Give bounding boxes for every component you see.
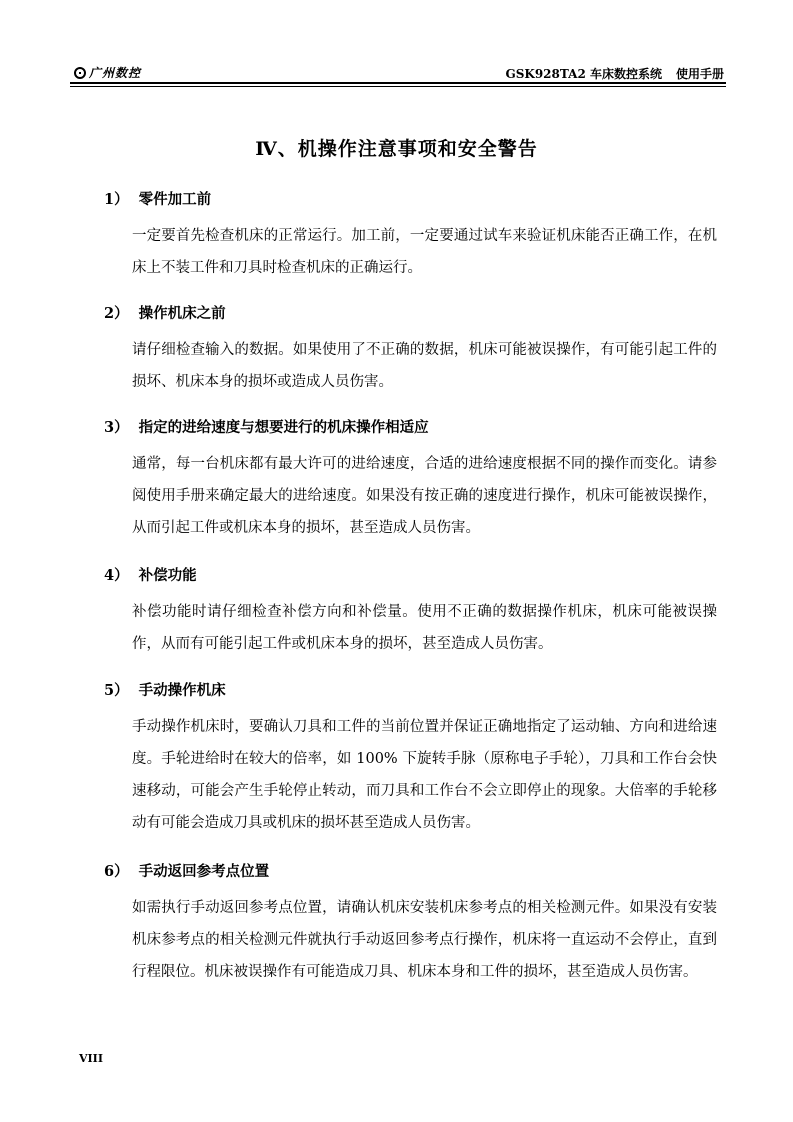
page-title: Ⅳ、机操作注意事项和安全警告	[255, 138, 538, 160]
section-title: 手动返回参考点位置	[138, 864, 270, 880]
page-header	[70, 62, 726, 84]
section-number: 3）	[104, 419, 129, 436]
section-1	[104, 190, 724, 284]
section-heading	[104, 190, 724, 210]
section-number: 1）	[104, 191, 129, 208]
section-title: 零件加工前	[138, 192, 212, 208]
section-6	[104, 862, 724, 988]
section-2	[104, 304, 724, 398]
header-rule-thick	[70, 82, 726, 84]
page-number: VIII	[79, 1052, 103, 1065]
logo-icon	[74, 67, 86, 79]
section-body: 手动操作机床时，要确认刀具和工件的当前位置并保证正确地指定了运动轴、方向和进给速度。手轮进给时在较大的倍率，如 100% 下旋转手脉（原称电子手轮），刀具和工作台会快速移动，可能会产生手轮停止转动，而刀具和工作台不会立即停止的现象。大倍率的手轮移动有可能会造成刀具或机床的损坏甚至造成人员伤害。	[132, 719, 717, 831]
section-5	[104, 681, 724, 839]
section-heading	[104, 304, 724, 324]
logo-text: 广州数控	[89, 66, 142, 80]
section-body: 通常，每一台机床都有最大许可的进给速度，合适的进给速度根据不同的操作而变化。请参阅使用手册来确定最大的进给速度。如果没有按正确的速度进行操作，机床可能被误操作，从而引起工件或机床本身的损坏，甚至造成人员伤害。	[132, 456, 717, 536]
section-title: 补偿功能	[138, 568, 197, 584]
section-3	[104, 418, 724, 544]
section-number: 2）	[104, 305, 129, 322]
header-product-info	[505, 65, 724, 82]
section-body: 一定要首先检查机床的正常运行。加工前，一定要通过试车来验证机床能否正确工作，在机床上不装工件和刀具时检查机床的正确运行。	[132, 228, 717, 276]
company-logo	[74, 64, 141, 81]
header-rule-thin	[70, 86, 726, 87]
section-title: 指定的进给速度与想要进行的机床操作相适应	[138, 420, 429, 436]
section-heading	[104, 681, 724, 701]
section-body: 请仔细检查输入的数据。如果使用了不正确的数据，机床可能被误操作，有可能引起工件的损坏、机床本身的损坏或造成人员伤害。	[132, 342, 717, 390]
section-number: 4）	[104, 567, 129, 584]
section-heading	[104, 862, 724, 882]
section-heading	[104, 566, 724, 586]
section-number: 5）	[104, 682, 129, 699]
section-4	[104, 566, 724, 660]
section-body: 补偿功能时请仔细检查补偿方向和补偿量。使用不正确的数据操作机床，机床可能被误操作，从而有可能引起工件或机床本身的损坏，甚至造成人员伤害。	[132, 604, 717, 652]
manual-label: 使用手册	[675, 67, 724, 81]
product-name: GSK928TA2 车床数控系统	[505, 67, 662, 81]
section-title: 手动操作机床	[138, 683, 226, 699]
section-heading	[104, 418, 724, 438]
section-body: 如需执行手动返回参考点位置，请确认机床安装机床参考点的相关检测元件。如果没有安装机床参考点的相关检测元件就执行手动返回参考点行操作，机床将一直运动不会停止，直到行程限位。机床被误操作有可能造成刀具、机床本身和工件的损坏，甚至造成人员伤害。	[132, 900, 717, 980]
section-title: 操作机床之前	[138, 306, 226, 322]
section-number: 6）	[104, 863, 129, 880]
